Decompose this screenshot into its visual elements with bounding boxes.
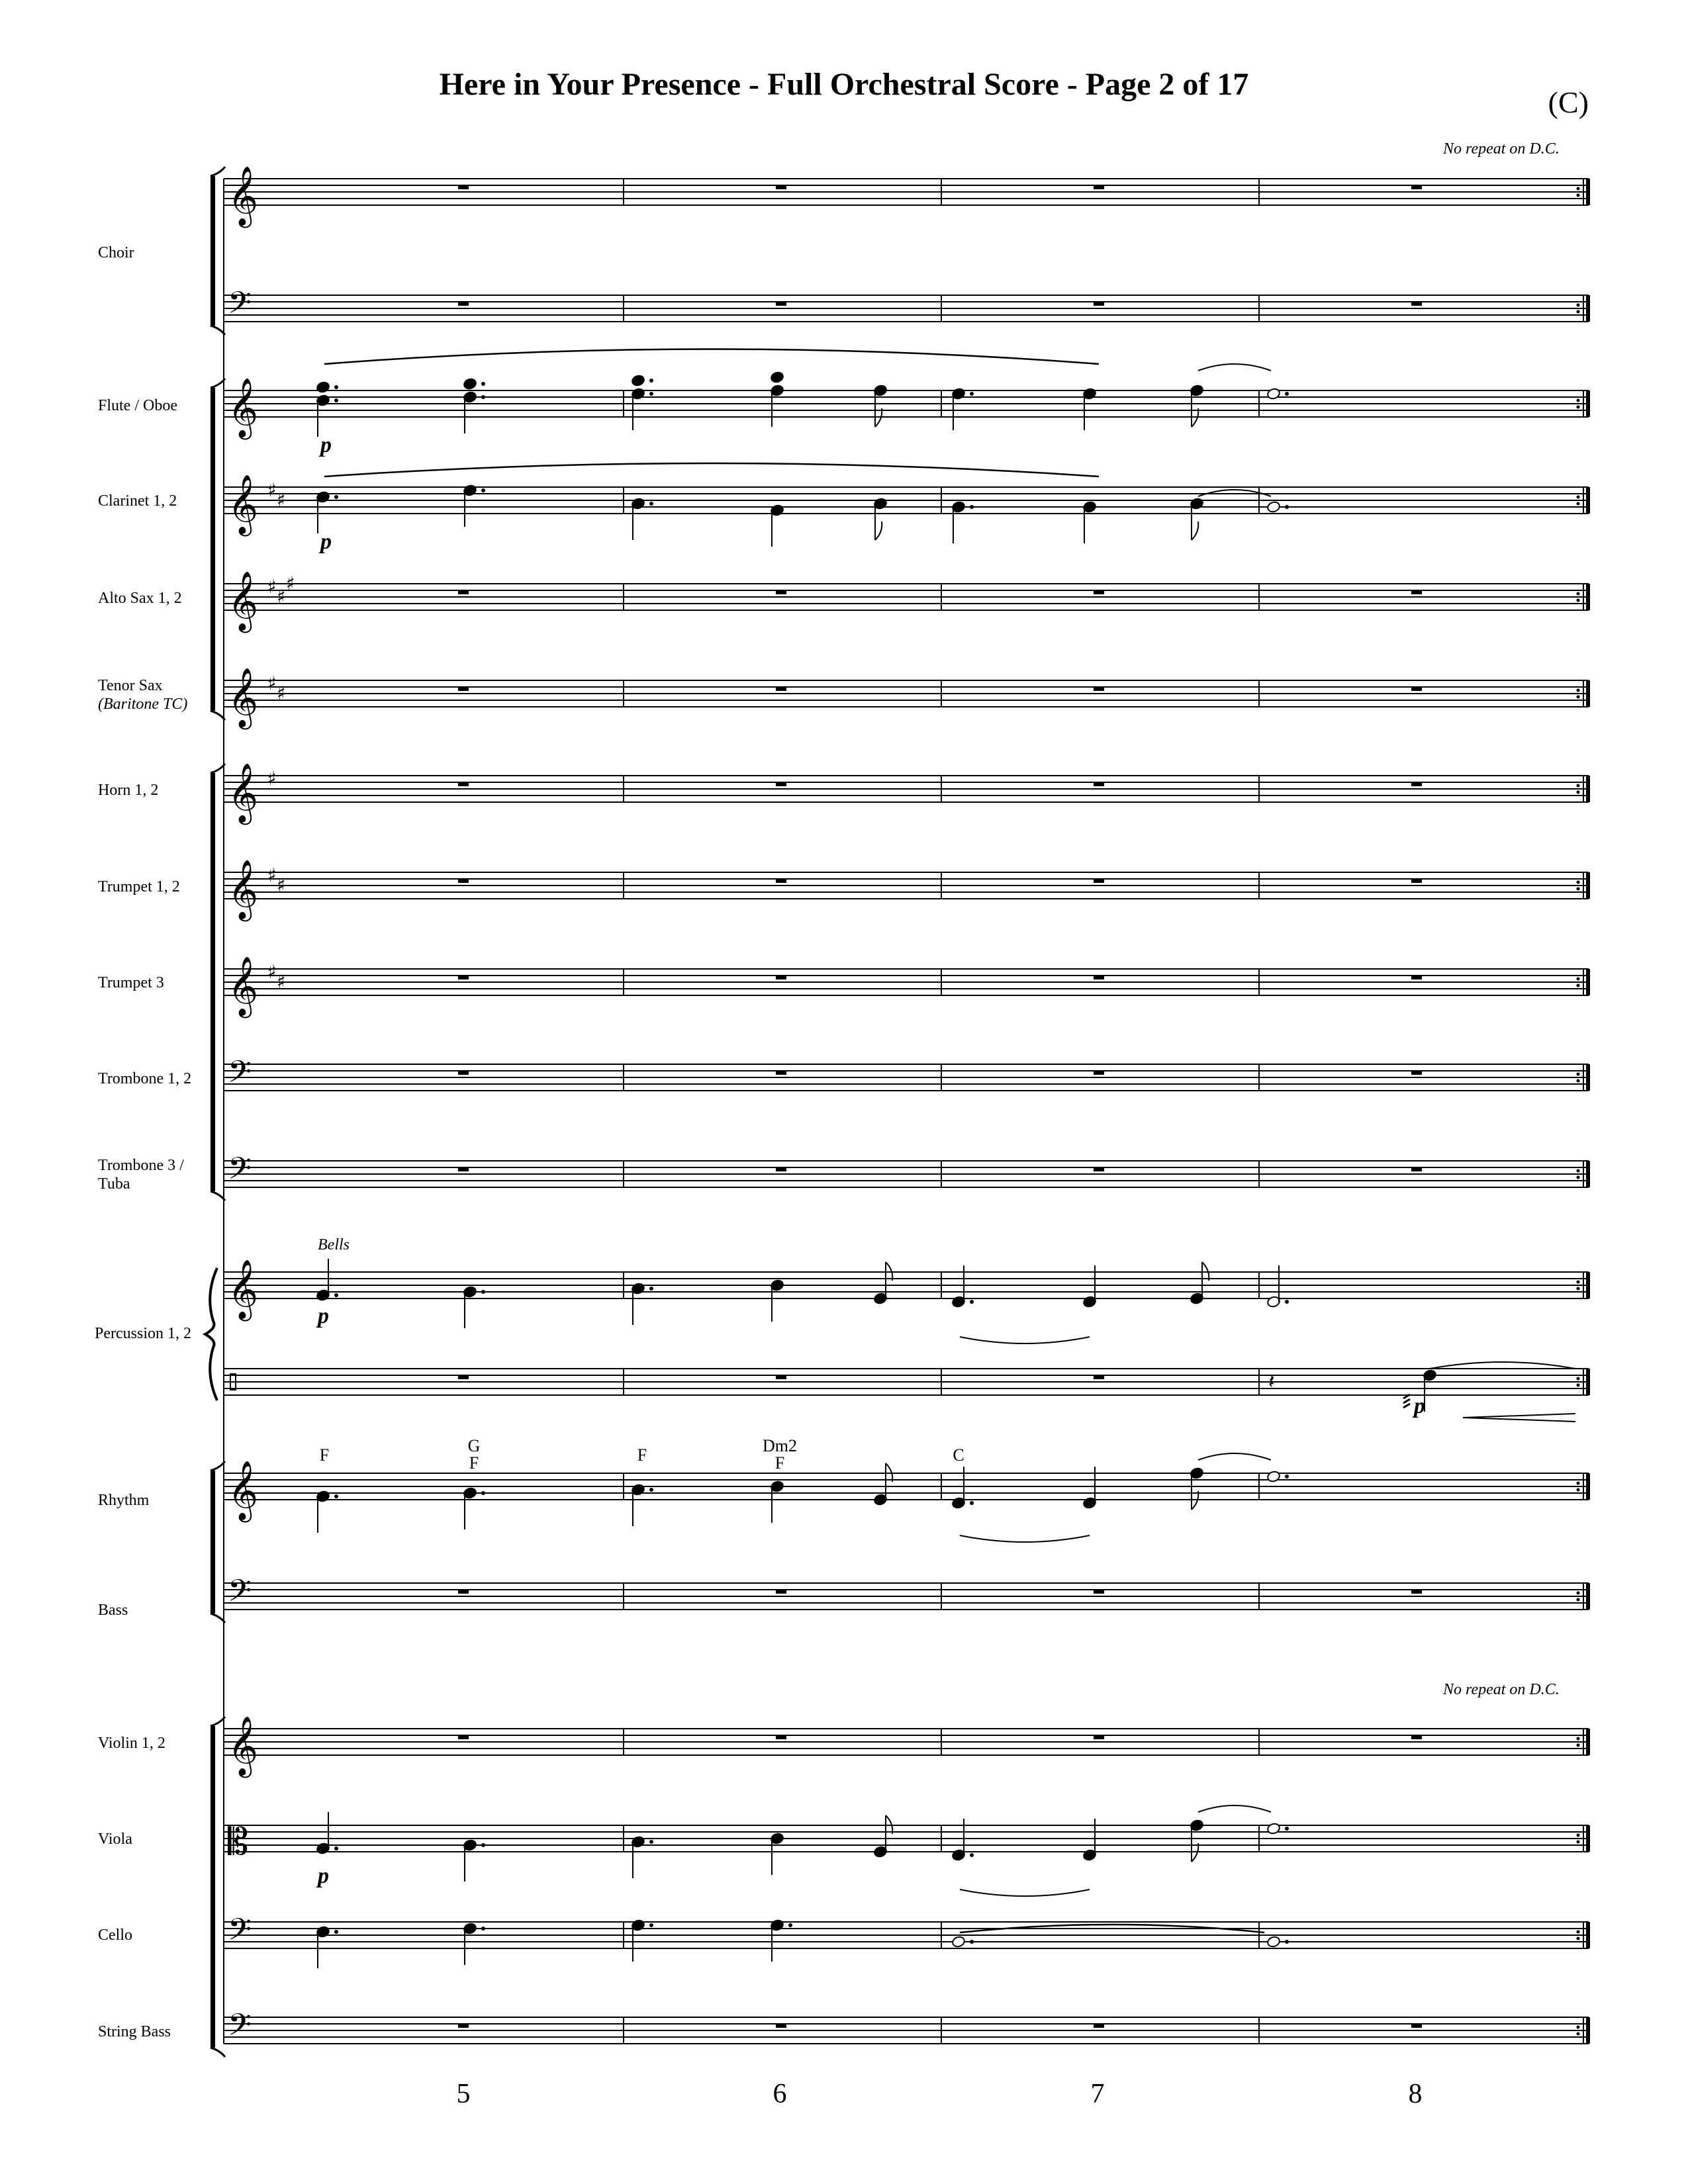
repeat-dot bbox=[1577, 689, 1580, 692]
note-head bbox=[1266, 1470, 1281, 1482]
whole-rest bbox=[1411, 302, 1422, 306]
key-sharp: ♯ bbox=[277, 489, 286, 511]
label-alto-sax: Alto Sax 1, 2 bbox=[98, 590, 182, 607]
whole-rest bbox=[1411, 590, 1422, 594]
repeat-dot bbox=[1577, 791, 1580, 794]
repeat-dot bbox=[1577, 1169, 1580, 1173]
chord-m6-a: F bbox=[637, 1445, 647, 1465]
key-sharp: ♯ bbox=[267, 672, 277, 694]
note-dot bbox=[481, 1290, 485, 1294]
bracket-brass-bottom bbox=[211, 1191, 225, 1201]
clef-flute-oboe: 𝄞 bbox=[228, 378, 259, 437]
repeat-dot bbox=[1577, 194, 1580, 197]
label-bass: Bass bbox=[98, 1602, 128, 1619]
bracket-choir bbox=[211, 176, 215, 326]
whole-rest bbox=[776, 782, 786, 786]
label-string-bass: String Bass bbox=[98, 2023, 171, 2040]
whole-rest bbox=[776, 1071, 786, 1075]
barline-thick bbox=[1586, 776, 1590, 802]
whole-rest bbox=[458, 2024, 469, 2028]
tie bbox=[1430, 1362, 1575, 1369]
clef-cello: 𝄢 bbox=[228, 1912, 252, 1955]
bracket-choir-bottom bbox=[211, 326, 225, 335]
label-cello: Cello bbox=[98, 1927, 132, 1944]
barline-thick bbox=[1586, 179, 1590, 205]
repeat-dot bbox=[1577, 1737, 1580, 1741]
note-dot bbox=[649, 1923, 653, 1927]
clef-clarinet: 𝄞 bbox=[228, 475, 259, 534]
tremolo bbox=[1403, 1394, 1410, 1408]
label-choir: Choir bbox=[98, 244, 134, 261]
whole-rest bbox=[458, 1375, 469, 1379]
clef-alto-sax: 𝄞 bbox=[228, 571, 259, 631]
label-clarinet: Clarinet 1, 2 bbox=[98, 492, 177, 510]
tie bbox=[1198, 364, 1271, 371]
note-dot bbox=[1285, 1827, 1289, 1831]
note-dot bbox=[481, 1491, 485, 1495]
measure-number-7: 7 bbox=[1090, 2079, 1105, 2109]
whole-rest bbox=[458, 687, 469, 691]
note-dot bbox=[334, 1930, 338, 1934]
chord-m6-b-top: Dm2 bbox=[763, 1436, 797, 1455]
key-sharp: ♯ bbox=[277, 682, 286, 704]
note-dot bbox=[970, 1940, 974, 1944]
key-sharp: ♯ bbox=[267, 961, 277, 983]
key-sharp: ♯ bbox=[277, 971, 286, 993]
key-sharp: ♯ bbox=[267, 768, 277, 790]
note-dot bbox=[481, 382, 485, 386]
note-dot bbox=[649, 502, 653, 506]
whole-rest bbox=[776, 185, 786, 189]
barline-thick bbox=[1586, 969, 1590, 995]
note-dot bbox=[334, 1293, 338, 1297]
label-rhythm: Rhythm bbox=[98, 1492, 150, 1509]
dynamic-flute: p bbox=[320, 433, 332, 457]
note-dot bbox=[1285, 392, 1289, 396]
whole-rest bbox=[458, 1735, 469, 1739]
clef-violin: 𝄞 bbox=[228, 1716, 259, 1776]
bells-annotation: Bells bbox=[318, 1236, 350, 1253]
copyright-mark: (C) bbox=[1548, 85, 1589, 119]
whole-rest bbox=[1094, 687, 1104, 691]
key-sharp: ♯ bbox=[277, 874, 286, 896]
label-horn: Horn 1, 2 bbox=[98, 782, 159, 799]
whole-rest bbox=[1094, 185, 1104, 189]
measure-number-8: 8 bbox=[1408, 2079, 1423, 2109]
repeat-dot bbox=[1577, 399, 1580, 402]
bracket-woodwinds-top bbox=[211, 379, 225, 388]
whole-rest bbox=[1411, 782, 1422, 786]
repeat-dot bbox=[1577, 1079, 1580, 1083]
note-dot bbox=[970, 505, 974, 509]
repeat-dot bbox=[1577, 1598, 1580, 1602]
note-dot bbox=[334, 385, 338, 389]
whole-rest bbox=[458, 1167, 469, 1171]
label-percussion: Percussion 1, 2 bbox=[95, 1325, 191, 1342]
repeat-dot bbox=[1577, 1592, 1580, 1595]
whole-rest bbox=[1094, 976, 1104, 979]
label-viola: Viola bbox=[98, 1831, 132, 1848]
whole-rest bbox=[1411, 1590, 1422, 1594]
note-dot bbox=[334, 495, 338, 499]
repeat-dot bbox=[1577, 496, 1580, 499]
clef-trombone-3: 𝄢 bbox=[228, 1151, 252, 1194]
note-dot bbox=[481, 488, 485, 492]
barline-thick bbox=[1586, 1825, 1590, 1852]
label-trumpet-3: Trumpet 3 bbox=[98, 974, 164, 991]
clef-string-bass: 𝄢 bbox=[228, 2007, 252, 2050]
clef-choir-bass: 𝄢 bbox=[228, 285, 252, 328]
key-sharp: ♯ bbox=[286, 572, 295, 594]
key-sharp: ♯ bbox=[267, 576, 277, 598]
note-dot bbox=[649, 392, 653, 396]
page-title: Here in Your Presence - Full Orchestral Score - Page 2 of 17 bbox=[439, 67, 1249, 102]
clef-percussion-1: 𝄞 bbox=[228, 1259, 259, 1319]
label-trombone-12: Trombone 1, 2 bbox=[98, 1070, 192, 1087]
measure-number-5: 5 bbox=[456, 2079, 471, 2109]
key-sharp: ♯ bbox=[277, 586, 286, 608]
note-head bbox=[770, 371, 784, 383]
repeat-dot bbox=[1577, 187, 1580, 191]
barline-thick bbox=[1586, 1272, 1590, 1298]
note-dot bbox=[334, 1494, 338, 1498]
whole-rest bbox=[776, 1735, 786, 1739]
key-sharp: ♯ bbox=[267, 864, 277, 886]
repeat-dot bbox=[1577, 592, 1580, 596]
note-dot bbox=[481, 395, 485, 399]
bracket-strings bbox=[211, 1726, 215, 2048]
label-trombone-3-sub: Tuba bbox=[98, 1175, 130, 1193]
note-dot bbox=[649, 1488, 653, 1492]
clef-rhythm: 𝄞 bbox=[228, 1461, 259, 1520]
note-dot bbox=[970, 392, 974, 396]
whole-rest bbox=[1094, 302, 1104, 306]
brace-percussion bbox=[205, 1268, 217, 1400]
chord-m6-b-bottom: F bbox=[774, 1453, 785, 1473]
label-trumpet-12: Trumpet 1, 2 bbox=[98, 878, 180, 895]
barline-thick bbox=[1586, 1161, 1590, 1187]
no-repeat-note-strings: No repeat on D.C. bbox=[1443, 1681, 1560, 1698]
chord-m7-a: C bbox=[953, 1445, 964, 1465]
bracket-rhythm-top bbox=[211, 1461, 225, 1471]
chord-m5-a: F bbox=[319, 1445, 330, 1465]
dynamic-clarinet: p bbox=[320, 529, 332, 554]
repeat-dot bbox=[1577, 1841, 1580, 1844]
clef-bass: 𝄢 bbox=[228, 1573, 252, 1616]
note-dot bbox=[649, 1840, 653, 1844]
barline-thick bbox=[1586, 1473, 1590, 1500]
whole-rest bbox=[458, 879, 469, 883]
bracket-strings-bottom bbox=[211, 2048, 225, 2057]
clef-viola: 𝄡 bbox=[228, 1821, 249, 1864]
whole-rest bbox=[776, 302, 786, 306]
repeat-dot bbox=[1577, 984, 1580, 987]
repeat-dot bbox=[1577, 2026, 1580, 2029]
whole-rest bbox=[1411, 1167, 1422, 1171]
repeat-dot bbox=[1577, 1281, 1580, 1284]
whole-rest bbox=[1094, 2024, 1104, 2028]
repeat-dot bbox=[1577, 310, 1580, 314]
slur bbox=[324, 463, 1099, 477]
bracket-brass-top bbox=[211, 764, 225, 773]
note-head bbox=[1266, 500, 1281, 513]
whole-rest bbox=[1094, 1735, 1104, 1739]
note-head bbox=[1266, 1935, 1281, 1948]
repeat-dot bbox=[1577, 881, 1580, 884]
tie bbox=[1198, 1805, 1271, 1812]
whole-rest bbox=[776, 590, 786, 594]
repeat-dot bbox=[1577, 1931, 1580, 1934]
whole-rest bbox=[458, 782, 469, 786]
barline-thick bbox=[1586, 872, 1590, 899]
measure-number-6: 6 bbox=[773, 2079, 787, 2109]
whole-rest bbox=[1411, 976, 1422, 979]
slur bbox=[324, 349, 1099, 365]
bracket-choir-top bbox=[211, 167, 225, 176]
crescendo-hairpin bbox=[1463, 1414, 1575, 1422]
barline-thick bbox=[1586, 1922, 1590, 1948]
whole-rest bbox=[776, 879, 786, 883]
dynamic-percussion-2: p bbox=[1414, 1394, 1425, 1418]
repeat-dot bbox=[1577, 784, 1580, 788]
repeat-dot bbox=[1577, 2032, 1580, 2036]
whole-rest bbox=[1094, 1071, 1104, 1075]
note-flag bbox=[1192, 522, 1198, 540]
whole-rest bbox=[776, 1590, 786, 1594]
repeat-dot bbox=[1577, 304, 1580, 307]
barline-thick bbox=[1586, 487, 1590, 514]
whole-rest bbox=[1411, 687, 1422, 691]
barline-thick bbox=[1586, 1583, 1590, 1610]
note-dot bbox=[481, 1843, 485, 1847]
note-head bbox=[316, 381, 330, 393]
whole-rest bbox=[776, 687, 786, 691]
note-head bbox=[1266, 1822, 1281, 1835]
repeat-dot bbox=[1577, 978, 1580, 981]
no-repeat-note: No repeat on D.C. bbox=[1443, 140, 1560, 158]
repeat-dot bbox=[1577, 1176, 1580, 1179]
whole-rest bbox=[458, 185, 469, 189]
note-dot bbox=[970, 1501, 974, 1505]
chord-m5-b-bottom: F bbox=[469, 1453, 479, 1473]
repeat-dot bbox=[1577, 1073, 1580, 1076]
key-sharp: ♯ bbox=[267, 479, 277, 501]
bracket-rhythm bbox=[211, 1471, 215, 1614]
repeat-dot bbox=[1577, 1937, 1580, 1940]
repeat-dot bbox=[1577, 696, 1580, 699]
repeat-dot bbox=[1577, 1482, 1580, 1485]
chord-m5-b-top: G bbox=[467, 1436, 481, 1455]
repeat-dot bbox=[1577, 1384, 1580, 1387]
bracket-strings-top bbox=[211, 1717, 225, 1726]
note-dot bbox=[788, 1923, 792, 1927]
repeat-dot bbox=[1577, 1744, 1580, 1747]
note-dot bbox=[1285, 1300, 1289, 1304]
note-dot bbox=[334, 398, 338, 402]
barline-thick bbox=[1586, 1729, 1590, 1755]
note-head bbox=[951, 1935, 966, 1948]
whole-rest bbox=[1094, 879, 1104, 883]
note-dot bbox=[1285, 1475, 1289, 1479]
whole-rest bbox=[776, 2024, 786, 2028]
clef-horn: 𝄞 bbox=[228, 763, 259, 823]
label-trombone-3: Trombone 3 / bbox=[98, 1157, 184, 1174]
label-tenor-sax: Tenor Sax bbox=[98, 677, 163, 694]
tie bbox=[960, 1337, 1090, 1343]
note-head bbox=[463, 377, 477, 390]
barline-thick bbox=[1586, 584, 1590, 610]
whole-rest bbox=[458, 976, 469, 979]
clef-choir-treble: 𝄞 bbox=[228, 166, 259, 226]
barline-thick bbox=[1586, 680, 1590, 707]
whole-rest bbox=[1094, 1590, 1104, 1594]
whole-rest bbox=[1094, 1375, 1104, 1379]
bracket-rhythm-bottom bbox=[211, 1614, 225, 1623]
note-dot bbox=[970, 1853, 974, 1857]
barline-thick bbox=[1586, 295, 1590, 322]
repeat-dot bbox=[1577, 1377, 1580, 1381]
note-dot bbox=[334, 1846, 338, 1850]
note-flag bbox=[875, 522, 882, 540]
note-head bbox=[631, 374, 645, 387]
tie bbox=[960, 1535, 1090, 1542]
clef-trombone-12: 𝄢 bbox=[228, 1054, 252, 1097]
barline-thick bbox=[1586, 2017, 1590, 2044]
barline-thick bbox=[1586, 390, 1590, 417]
repeat-dot bbox=[1577, 1488, 1580, 1492]
label-tenor-sax-sub: (Baritone TC) bbox=[98, 696, 188, 713]
note-dot bbox=[649, 379, 653, 383]
barline-thick bbox=[1586, 1064, 1590, 1091]
whole-rest bbox=[458, 1590, 469, 1594]
tie bbox=[1198, 1453, 1271, 1460]
whole-rest bbox=[1411, 2024, 1422, 2028]
repeat-dot bbox=[1577, 502, 1580, 506]
bracket-woodwinds bbox=[211, 388, 215, 711]
quarter-rest: 𝄽 bbox=[1268, 1369, 1275, 1394]
whole-rest bbox=[1411, 1071, 1422, 1075]
clef-trumpet-12: 𝄞 bbox=[228, 860, 259, 919]
whole-rest bbox=[1094, 590, 1104, 594]
clef-tenor-sax: 𝄞 bbox=[228, 668, 259, 727]
whole-rest bbox=[458, 302, 469, 306]
whole-rest bbox=[1411, 185, 1422, 189]
tie bbox=[960, 1889, 1090, 1896]
note-dot bbox=[970, 1300, 974, 1304]
note-dot bbox=[1285, 1940, 1289, 1944]
repeat-dot bbox=[1577, 1834, 1580, 1837]
dynamic-bells: p bbox=[318, 1304, 329, 1328]
whole-rest bbox=[1094, 782, 1104, 786]
bracket-woodwinds-bottom bbox=[211, 711, 225, 720]
dynamic-viola: p bbox=[318, 1864, 329, 1888]
note-dot bbox=[1285, 505, 1289, 509]
barline-thick bbox=[1586, 1369, 1590, 1395]
whole-rest bbox=[1411, 879, 1422, 883]
repeat-dot bbox=[1577, 1287, 1580, 1291]
whole-rest bbox=[776, 1375, 786, 1379]
whole-rest bbox=[776, 976, 786, 979]
note-dot bbox=[649, 1287, 653, 1291]
label-flute-oboe: Flute / Oboe bbox=[98, 397, 177, 414]
whole-rest bbox=[776, 1167, 786, 1171]
whole-rest bbox=[1094, 1167, 1104, 1171]
bracket-brass bbox=[211, 773, 215, 1191]
label-violin: Violin 1, 2 bbox=[98, 1735, 165, 1752]
repeat-dot bbox=[1577, 887, 1580, 891]
note-dot bbox=[481, 1927, 485, 1931]
repeat-dot bbox=[1577, 406, 1580, 409]
repeat-dot bbox=[1577, 599, 1580, 602]
whole-rest bbox=[458, 1071, 469, 1075]
whole-rest bbox=[458, 590, 469, 594]
whole-rest bbox=[1411, 1735, 1422, 1739]
clef-trumpet-3: 𝄞 bbox=[228, 956, 259, 1016]
note-head bbox=[1266, 387, 1281, 400]
